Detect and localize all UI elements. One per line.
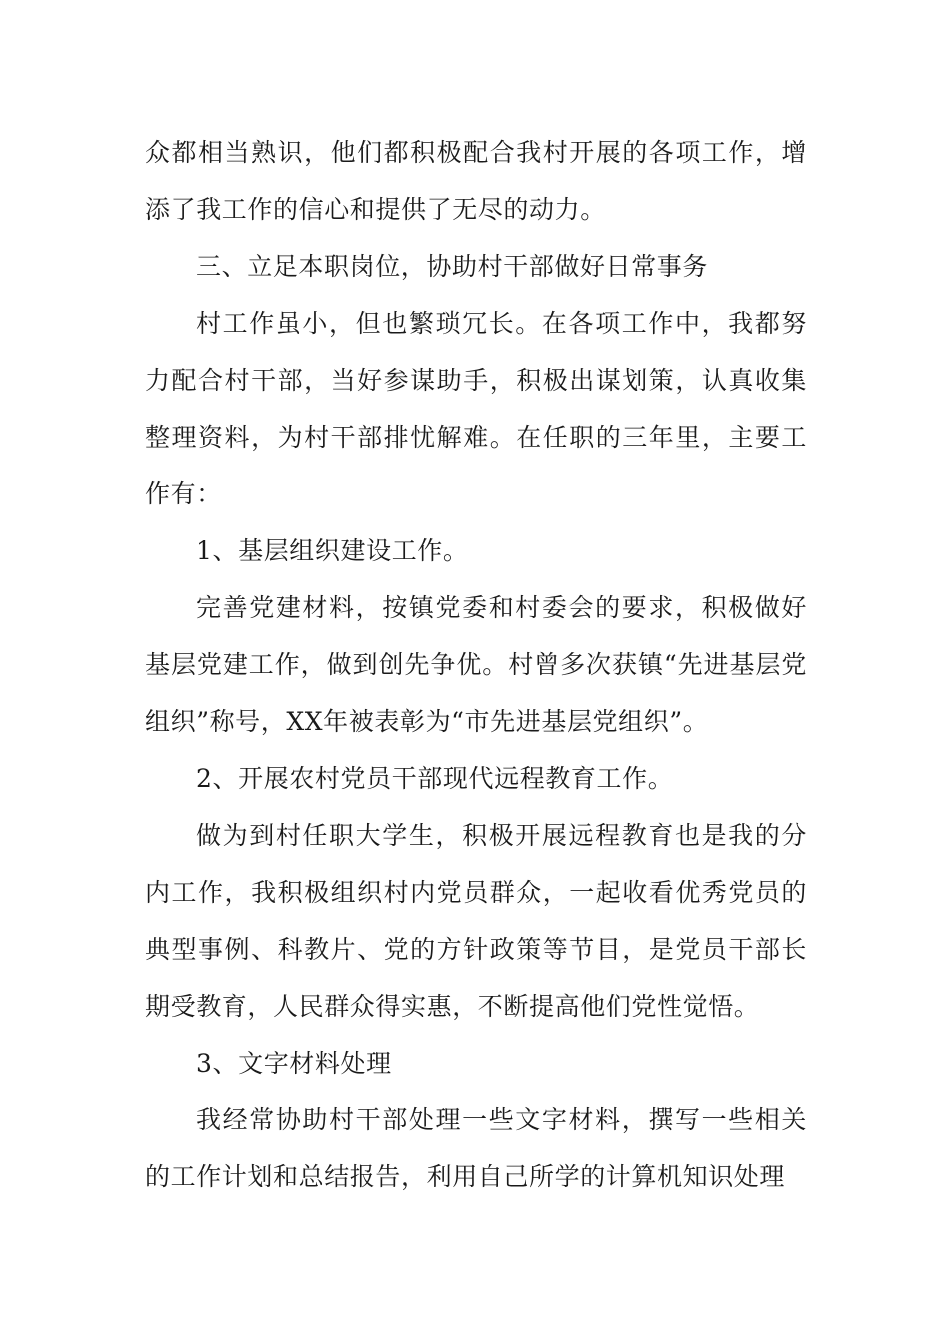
item-heading-2: 2、开展农村党员干部现代远程教育工作。 [196,763,674,793]
document-body [145,125,807,1206]
paragraph-village-work: 村工作虽小，但也繁琐冗长。在各项工作中，我都努力配合村干部，当好参谋助手，积极出谋划策，认真收集整理资料，为村干部排忧解难。在任职的三年里，主要工作有： [145,308,807,509]
paragraph-continuation: 众都相当熟识，他们都积极配合我村开展的各项工作，增添了我工作的信心和提供了无尽的动力。 [145,138,807,224]
item-heading-1: 1、基层组织建设工作。 [196,536,469,566]
paragraph-remote-education: 做为到村任职大学生，积极开展远程教育也是我的分内工作，我积极组织村内党员群众，一起收看优秀党员的典型事例、科教片、党的方针政策等节目，是党员干部长期受教育，人民群众得实惠，不断提高他们党性觉悟。 [145,820,807,1021]
paragraph-party-building: 完善党建材料，按镇党委和村委会的要求，积极做好基层党建工作，做到创先争优。村曾多次获镇“先进基层党组织”称号，XX年被表彰为“市先进基层党组织”。 [145,593,807,737]
paragraph-text-materials: 我经常协助村干部处理一些文字材料，撰写一些相关的工作计划和总结报告，利用自己所学的计算机知识处理 [145,1105,807,1192]
section-heading-three: 三、立足本职岗位，协助村干部做好日常事务 [196,251,709,281]
item-heading-3: 3、文字材料处理 [196,1048,392,1078]
